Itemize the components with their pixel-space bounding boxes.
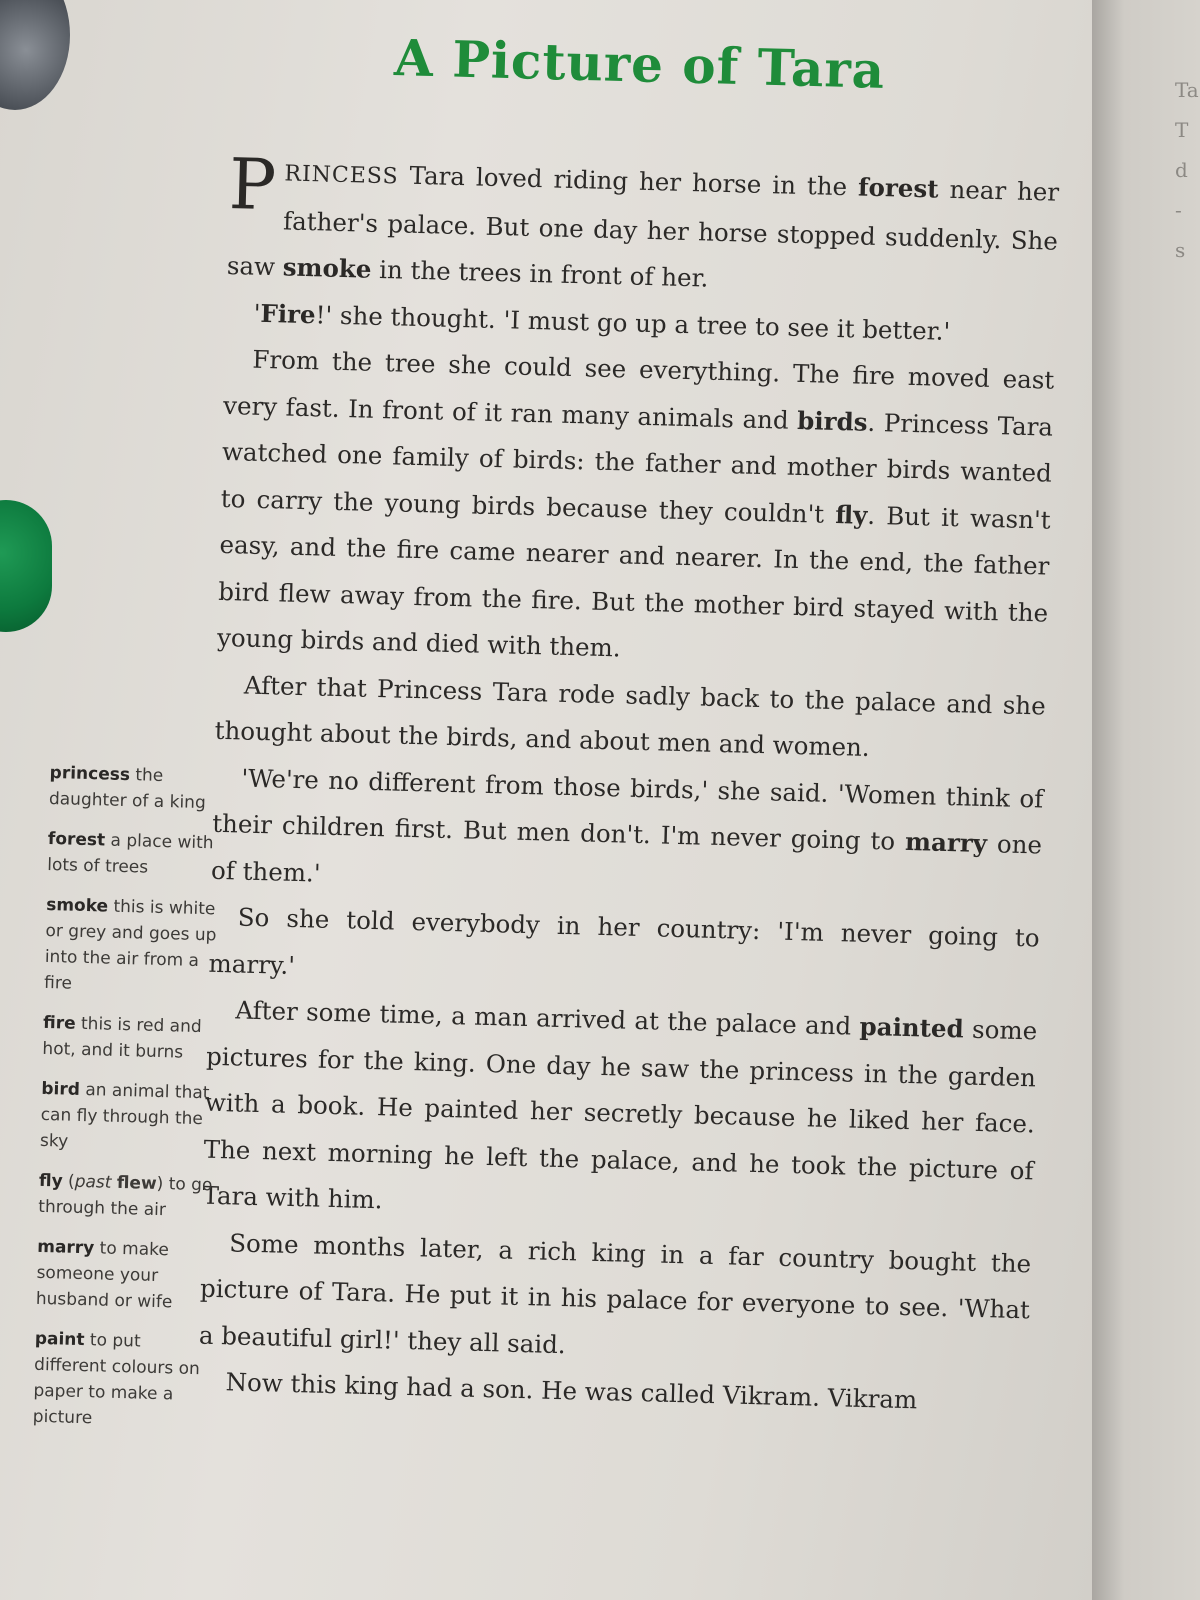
vocab-word: Fire	[260, 298, 317, 329]
vocab-word: forest	[857, 172, 939, 204]
glossary-entry: paint to put different colours on paper to make a picture	[32, 1328, 201, 1429]
paragraph-8: Some months later, a rich king in a far country bought the picture of Tara. He put it in his palace for everyone to see. 'What a beautiful girl!' they all said.	[198, 1227, 1032, 1359]
paragraph-4: After that Princess Tara rode sadly back to the palace and she thought about the birds, and about men and women.	[214, 670, 1047, 762]
paragraph-9: Now this king had a son. He was called Vikram. Vikram	[225, 1367, 918, 1415]
story-title: A Picture of Tara	[393, 28, 886, 100]
drop-cap: P	[227, 143, 278, 227]
glossary-entry: princess the daughter of a king	[48, 762, 206, 814]
paragraph-5: 'We're no different from those birds,' she said. 'Women think of their children first. But men don't. I'm never going to marry one of them.'	[210, 763, 1044, 888]
paragraph-1: PRINCESS Tara loved riding her horse in the forest near her father's palace. But one day her horse stopped suddenly. She saw smoke in the trees in front of her.	[226, 143, 1060, 293]
paragraph-2: 'Fire!' she thought. 'I must go up a tree to see it better.'	[253, 298, 951, 346]
glossary-entry: smoke this is white or grey and goes up into the air from a fire	[43, 894, 217, 994]
paragraph-3: From the tree she could see everything. The fire moved east very fast. In front of it ran many animals and birds. Princess Tara watched one family of birds: the father and mother birds wanted to carry the young birds because they couldn't fly. But it wasn't easy, and the fire came nearer and nearer. In the end, the father bird flew away from the fire. But the mother bird stayed with the young birds and died with them.	[216, 344, 1055, 663]
story-text	[197, 143, 1060, 1427]
paragraph-6: So she told everybody in her country: 'I'm never going to marry.'	[208, 902, 1040, 980]
vocab-word: painted	[859, 1011, 965, 1044]
vocab-word: birds	[796, 405, 868, 437]
vocab-word: smoke	[282, 252, 372, 284]
glossary-entry: fly (past flew) to go through the air	[38, 1170, 213, 1221]
glossary-entry: fire this is red and hot, and it burns	[42, 1012, 202, 1063]
vocab-word: fly	[834, 499, 868, 530]
vocab-word: marry	[904, 826, 988, 859]
paragraph-7: After some time, a man arrived at the palace and painted some pictures for the king. One day he saw the princess in the garden with a book. He painted her secretly because he liked her face. The next morning he left the palace, and he took the picture of Tara with him.	[202, 995, 1038, 1215]
glossary	[32, 760, 230, 1448]
glossary-entry: forest a place with lots of trees	[46, 828, 214, 878]
glossary-entry: marry to make someone your husband or wife	[35, 1236, 173, 1313]
glossary-entry: bird an animal that can fly through the sky	[39, 1078, 210, 1152]
facing-page-text-fragments: Ta T d - s	[1175, 78, 1199, 262]
